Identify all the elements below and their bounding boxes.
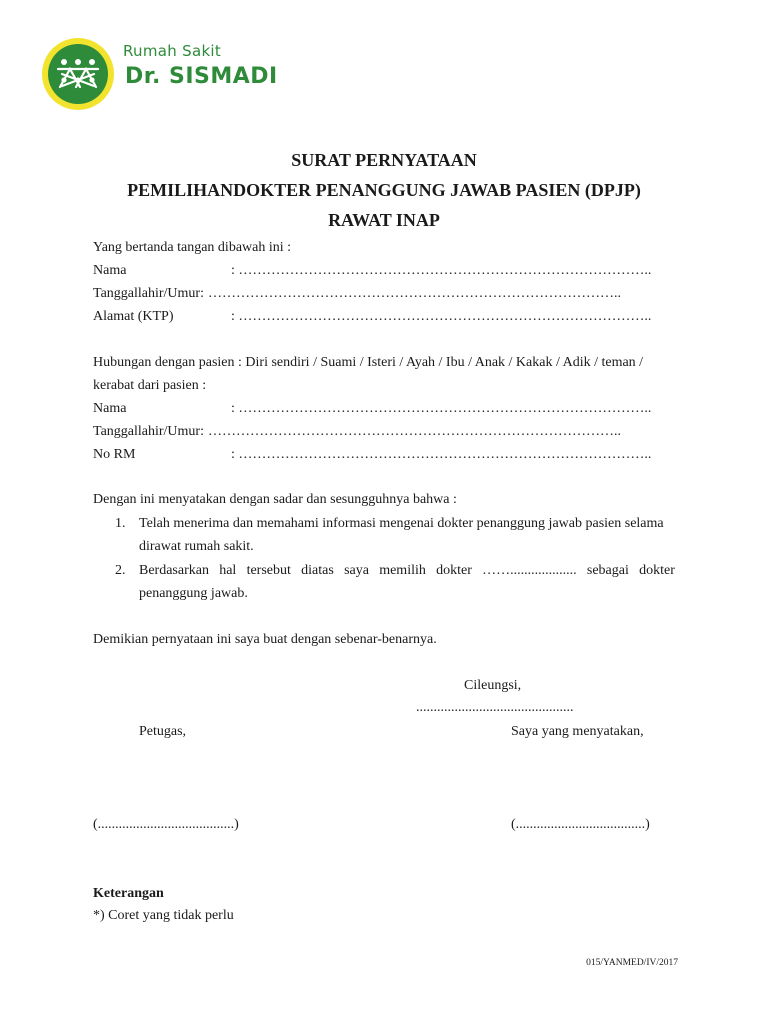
brand-line-2: Dr. SISMADI: [125, 64, 278, 89]
doctor-name-blank[interactable]: ……...................: [482, 563, 577, 578]
patient-name-label: Nama: [93, 401, 127, 416]
item-2-word: diatas: [301, 563, 334, 578]
item-2-word: saya: [344, 563, 369, 578]
patient-dob-field[interactable]: ……………………………………………………………………………..: [208, 424, 621, 439]
item-2-word: dokter: [639, 563, 675, 578]
patient-dob-label: Tanggallahir/Umur:: [93, 424, 204, 439]
doc-title-1: SURAT PERNYATAAN: [291, 150, 477, 170]
item-2-word: memilih: [379, 563, 426, 578]
note-text: *) Coret yang tidak perlu: [93, 908, 234, 923]
date-field[interactable]: .............................................: [416, 700, 574, 715]
patient-rm-label: No RM: [93, 447, 136, 462]
item-2-word: Berdasarkan: [139, 563, 209, 578]
item-2-word: sebagai: [586, 563, 629, 578]
statement-intro: Dengan ini menyatakan dengan sadar dan sesungguhnya bahwa :: [93, 492, 457, 507]
hospital-logo-icon: [48, 44, 108, 104]
signer-dob-label: Tanggallahir/Umur:: [93, 286, 204, 301]
doc-title-3: RAWAT INAP: [328, 210, 440, 230]
statement-item-2-line-1: [139, 563, 675, 579]
brand-line-1: Rumah Sakit: [123, 42, 222, 60]
declarant-signature-blank[interactable]: (.....................................): [511, 817, 650, 832]
relation-line-2: kerabat dari pasien :: [93, 378, 207, 393]
signer-name-label: Nama: [93, 263, 127, 278]
item-2-word: tersebut: [246, 563, 291, 578]
signer-address-label: Alamat (KTP): [93, 309, 174, 324]
doc-title-2: PEMILIHANDOKTER PENANGGUNG JAWAB PASIEN (DPJP): [127, 180, 641, 200]
officer-signature-blank[interactable]: (.......................................): [93, 817, 239, 832]
statement-item-1-line-2: dirawat rumah sakit.: [139, 539, 254, 554]
statement-item-2-line-2: penanggung jawab.: [139, 586, 248, 601]
hospital-logo: [42, 38, 114, 110]
statement-item-1-line-1: Telah menerima dan memahami informasi mengenai dokter penanggung jawab pasien selama: [139, 516, 664, 531]
officer-signature-label: Petugas,: [139, 724, 187, 739]
note-heading: Keterangan: [93, 886, 164, 901]
statement-item-2-number: 2.: [115, 563, 126, 578]
declarant-signature-label: Saya yang menyatakan,: [511, 724, 644, 739]
closing-statement: Demikian pernyataan ini saya buat dengan sebenar-benarnya.: [93, 632, 437, 647]
patient-name-field[interactable]: : ……………………………………………………………………………..: [231, 401, 652, 416]
form-code: 015/YANMED/IV/2017: [586, 958, 678, 968]
relation-line-1: Hubungan dengan pasien : Diri sendiri / Suami / Isteri / Ayah / Ibu / Anak / Kakak / Adik / teman /: [93, 355, 644, 370]
patient-rm-field[interactable]: : ……………………………………………………………………………..: [231, 447, 652, 462]
place-city: Cileungsi,: [464, 678, 522, 693]
statement-item-1-number: 1.: [115, 516, 126, 531]
item-2-word: dokter: [436, 563, 472, 578]
signer-intro: Yang bertanda tangan dibawah ini :: [93, 240, 292, 255]
signer-address-field[interactable]: : ……………………………………………………………………………..: [231, 309, 652, 324]
signer-name-field[interactable]: : ……………………………………………………………………………..: [231, 263, 652, 278]
people-chain-icon: [56, 56, 100, 92]
signer-dob-field[interactable]: ……………………………………………………………………………..: [208, 286, 621, 301]
item-2-word: hal: [219, 563, 237, 578]
